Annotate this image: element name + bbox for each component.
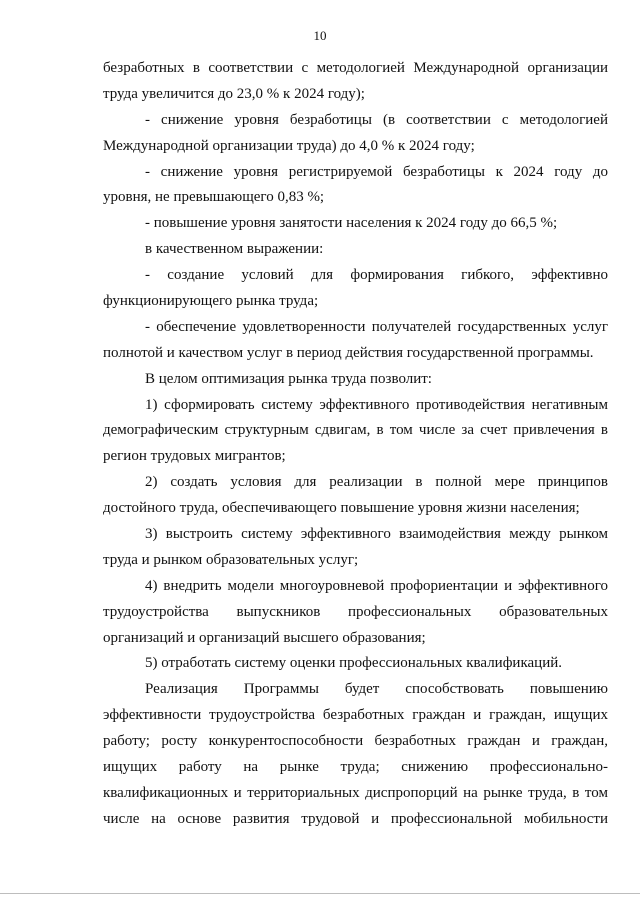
- text-line: - повышение уровня занятости населения к 2024 году до 66,5 %;: [145, 215, 558, 232]
- text-line: функционирующего рынка труда;: [103, 293, 319, 310]
- text-line: полнотой и качеством услуг в период действия государственной программы.: [103, 344, 594, 361]
- text-line: - снижение уровня безработицы (в соответствии с методологией: [145, 111, 608, 128]
- text-line: работу; росту конкурентоспособности безработных граждан и граждан,: [103, 733, 608, 750]
- text-line: 5) отработать систему оценки профессиональных квалификаций.: [145, 655, 562, 672]
- text-line: - создание условий для формирования гибкого, эффективно: [145, 267, 608, 284]
- text-line: регион трудовых мигрантов;: [103, 448, 286, 465]
- text-line: безработных в соответствии с методологией Международной организации: [103, 60, 608, 76]
- text-line: - снижение уровня регистрируемой безработицы к 2024 году до: [145, 163, 608, 180]
- text-line: числе на основе развития трудовой и профессиональной мобильности: [103, 810, 608, 827]
- text-line: трудоустройства выпускников профессиональных образовательных: [103, 603, 608, 620]
- text-line: квалификационных и территориальных диспропорций на рынке труда, в том: [103, 784, 608, 801]
- text-line: в качественном выражении:: [145, 241, 324, 258]
- text-line: 3) выстроить систему эффективного взаимодействия между рынком: [145, 526, 608, 543]
- text-line: В целом оптимизация рынка труда позволит:: [145, 370, 432, 387]
- text-line: труда и рынком образовательных услуг;: [103, 551, 359, 568]
- text-line: организаций и организаций высшего образования;: [103, 629, 426, 646]
- text-line: Международной организации труда) до 4,0 % к 2024 году;: [103, 137, 475, 154]
- text-line: эффективности трудоустройства безработных граждан и граждан, ищущих: [103, 707, 608, 724]
- text-line: 1) сформировать систему эффективного противодействия негативным: [145, 396, 608, 413]
- bottom-rule: [0, 893, 640, 894]
- text-line: уровня, не превышающего 0,83 %;: [103, 189, 325, 206]
- text-line: 4) внедрить модели многоуровневой профориентации и эффективного: [145, 577, 608, 594]
- text-line: - обеспечение удовлетворенности получателей государственных услуг: [145, 318, 608, 335]
- page-number: 10: [313, 28, 327, 43]
- text-line: труда увеличится до 23,0 % к 2024 году);: [103, 85, 365, 102]
- text-line: Реализация Программы будет способствовать повышению: [145, 681, 608, 698]
- body-text: [103, 56, 608, 833]
- text-line: 2) создать условия для реализации в полной мере принципов: [145, 474, 608, 491]
- text-line: демографическим структурным сдвигам, в том числе за счет привлечения в: [103, 422, 608, 439]
- text-line: достойного труда, обеспечивающего повышение уровня жизни населения;: [103, 500, 580, 517]
- text-line: ищущих работу на рынке труда; снижению профессионально-: [103, 759, 608, 776]
